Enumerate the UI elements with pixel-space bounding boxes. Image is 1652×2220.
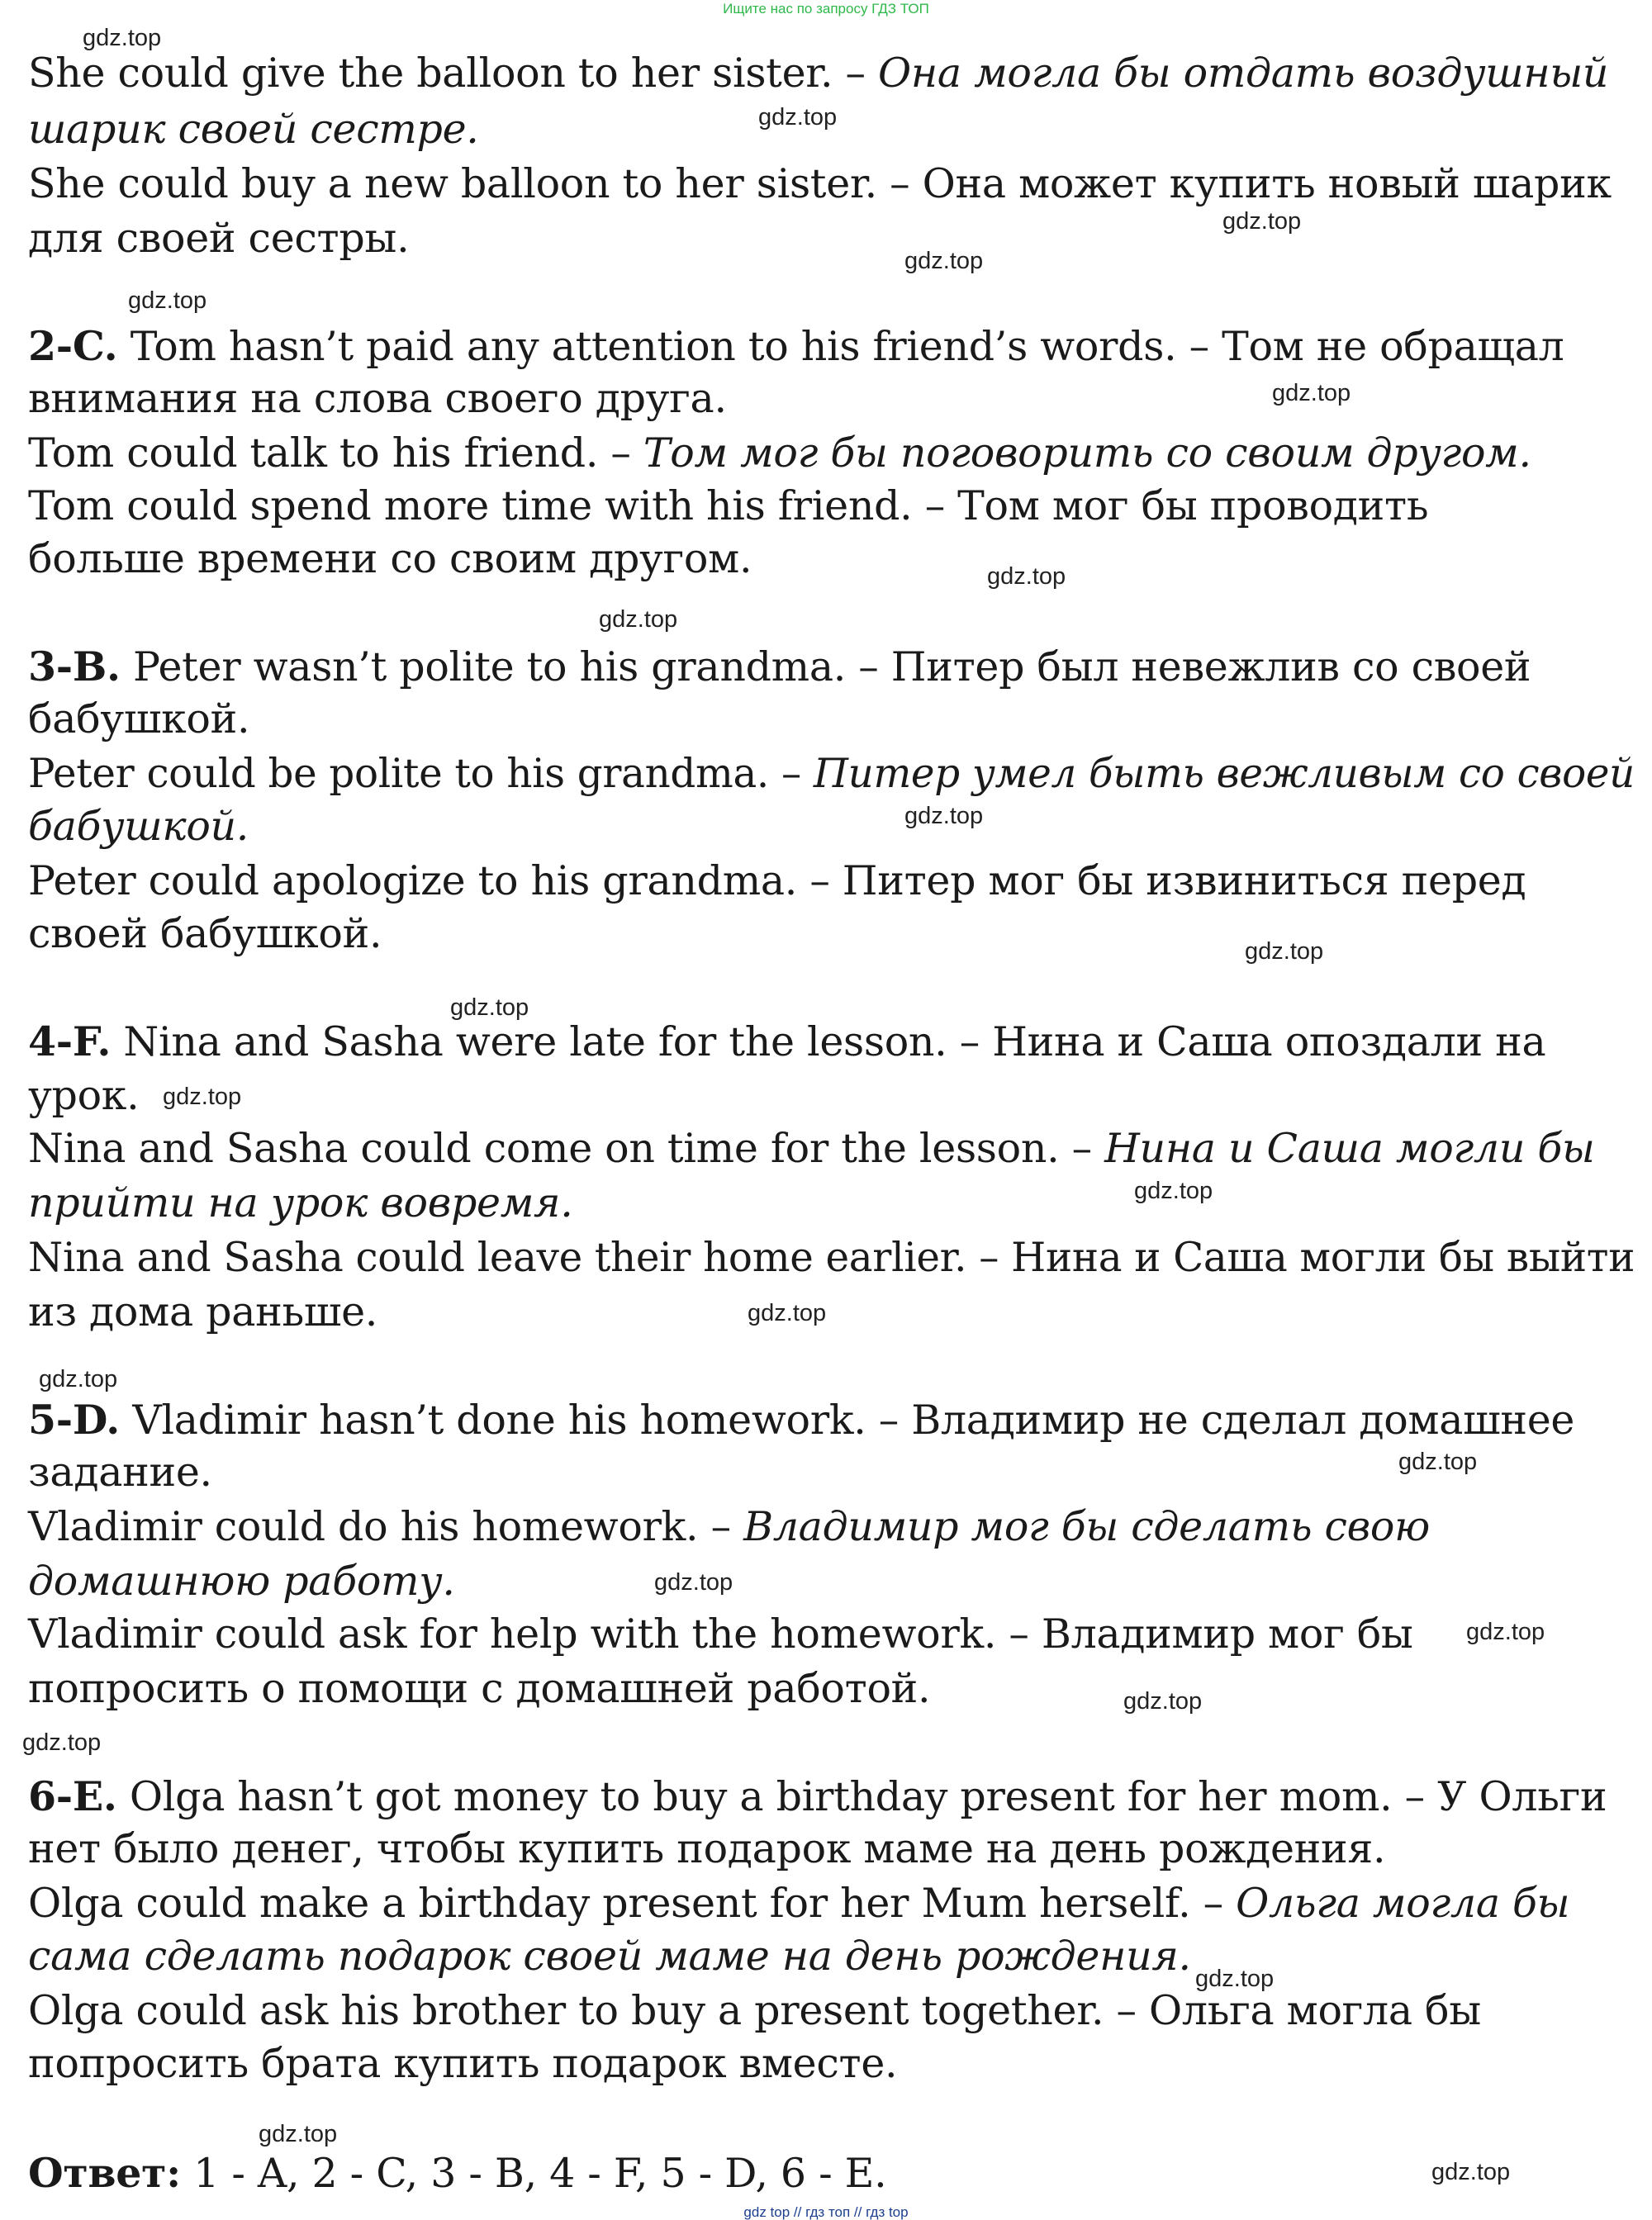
item-2-line-5: больше времени со своим другом. [28, 535, 752, 582]
watermark: gdz.top [987, 563, 1066, 590]
watermark: gdz.top [1134, 1178, 1213, 1204]
watermark: gdz.top [1466, 1619, 1545, 1645]
item-2-label: 2-C. [28, 322, 118, 370]
watermark: gdz.top [748, 1300, 827, 1326]
item-2-line-4: Tom could spend more time with his friend. – Том мог бы проводить [28, 482, 1429, 529]
item-4-label: 4-F. [28, 1017, 112, 1065]
watermark: gdz.top [450, 994, 529, 1021]
item-3-line-4: бабушкой. [28, 803, 249, 850]
watermark: gdz.top [904, 803, 984, 829]
watermark: gdz.top [654, 1569, 733, 1596]
bottom-banner: gdz top // гдз топ // гдз top [743, 2204, 909, 2220]
item-4-line-1: 4-F. Nina and Sasha were late for the lesson. – Нина и Саша опоздали на [28, 1017, 1546, 1065]
watermark: gdz.top [1398, 1449, 1478, 1475]
item-3-line-2: бабушкой. [28, 695, 250, 742]
watermark: gdz.top [599, 606, 678, 633]
item-6-line-2: нет было денег, чтобы купить подарок маме на день рождения. [28, 1825, 1386, 1872]
item-5-line-6: попросить о помощи с домашней работой. [28, 1665, 931, 1712]
item-5-line-3: Vladimir could do his homework. – Владимир мог бы сделать свою [28, 1503, 1430, 1550]
watermark: gdz.top [1245, 938, 1324, 965]
intro-line-2: шарик своей сестре. [28, 106, 479, 153]
intro-line-1: She could give the balloon to her sister. – Она могла бы отдать воздушный [28, 50, 1609, 97]
item-3-line-5: Peter could apologize to his grandma. – Питер мог бы извиниться перед [28, 857, 1526, 904]
watermark: gdz.top [1272, 380, 1351, 406]
watermark: gdz.top [83, 25, 162, 51]
watermark: gdz.top [1222, 208, 1302, 235]
item-5-line-2: задание. [28, 1449, 212, 1496]
watermark: gdz.top [1431, 2159, 1511, 2185]
item-3-line-3: Peter could be polite to his grandma. – Питер умел быть вежливым со своей [28, 751, 1635, 797]
intro-line-4: для своей сестры. [28, 215, 410, 262]
item-3-label: 3-B. [28, 643, 121, 690]
watermark: gdz.top [39, 1366, 118, 1392]
item-6-line-3: Olga could make a birthday present for her Mum herself. – Ольга могла бы [28, 1880, 1570, 1927]
item-6-line-6: попросить брата купить подарок вместе. [28, 2040, 898, 2087]
watermark: gdz.top [259, 2121, 338, 2147]
item-6-label: 6-E. [28, 1772, 117, 1820]
item-2-line-2: внимания на слова своего друга. [28, 375, 727, 422]
item-6-line-5: Olga could ask his brother to buy a present together. – Ольга могла бы [28, 1987, 1481, 2034]
item-2-line-1: 2-C. Tom hasn’t paid any attention to his friend’s words. – Том не обращал [28, 322, 1564, 370]
intro-line-3: She could buy a new balloon to her sister. – Она может купить новый шарик [28, 160, 1612, 207]
item-5-line-1: 5-D. Vladimir hasn’t done his homework. – Владимир не сделал домашнее [28, 1396, 1575, 1444]
answer-label: Ответ: [28, 2149, 181, 2197]
item-4-line-3: Nina and Sasha could come on time for the lesson. – Нина и Саша могли бы [28, 1125, 1595, 1172]
answer-line: Ответ: 1 - A, 2 - C, 3 - B, 4 - F, 5 - D, 6 - E. [28, 2149, 887, 2197]
item-3-line-6: своей бабушкой. [28, 910, 382, 957]
watermark: gdz.top [22, 1729, 102, 1756]
item-5-label: 5-D. [28, 1396, 121, 1444]
item-3-line-1: 3-B. Peter wasn’t polite to his grandma. – Питер был невежлив со своей [28, 643, 1531, 690]
watermark: gdz.top [128, 287, 207, 314]
item-5-line-4: домашнюю работу. [28, 1558, 455, 1605]
watermark: gdz.top [163, 1084, 242, 1110]
item-5-line-5: Vladimir could ask for help with the homework. – Владимир мог бы [28, 1610, 1413, 1658]
item-4-line-5: Nina and Sasha could leave their home earlier. – Нина и Саша могли бы выйти [28, 1235, 1635, 1281]
item-4-line-2: урок. [28, 1072, 140, 1119]
item-4-line-4: прийти на урок вовремя. [28, 1179, 573, 1226]
watermark: gdz.top [904, 248, 984, 274]
watermark: gdz.top [1123, 1688, 1203, 1715]
watermark: gdz.top [1195, 1966, 1275, 1992]
item-4-line-6: из дома раньше. [28, 1288, 378, 1335]
item-2-line-3: Tom could talk to his friend. – Том мог бы поговорить со своим другом. [28, 429, 1531, 477]
watermark: gdz.top [758, 104, 838, 130]
top-banner: Ищите нас по запросу ГДЗ ТОП [723, 1, 929, 17]
item-6-line-4: сама сделать подарок своей маме на день рождения. [28, 1933, 1191, 1980]
item-6-line-1: 6-E. Olga hasn’t got money to buy a birthday present for her mom. – У Ольги [28, 1772, 1607, 1820]
